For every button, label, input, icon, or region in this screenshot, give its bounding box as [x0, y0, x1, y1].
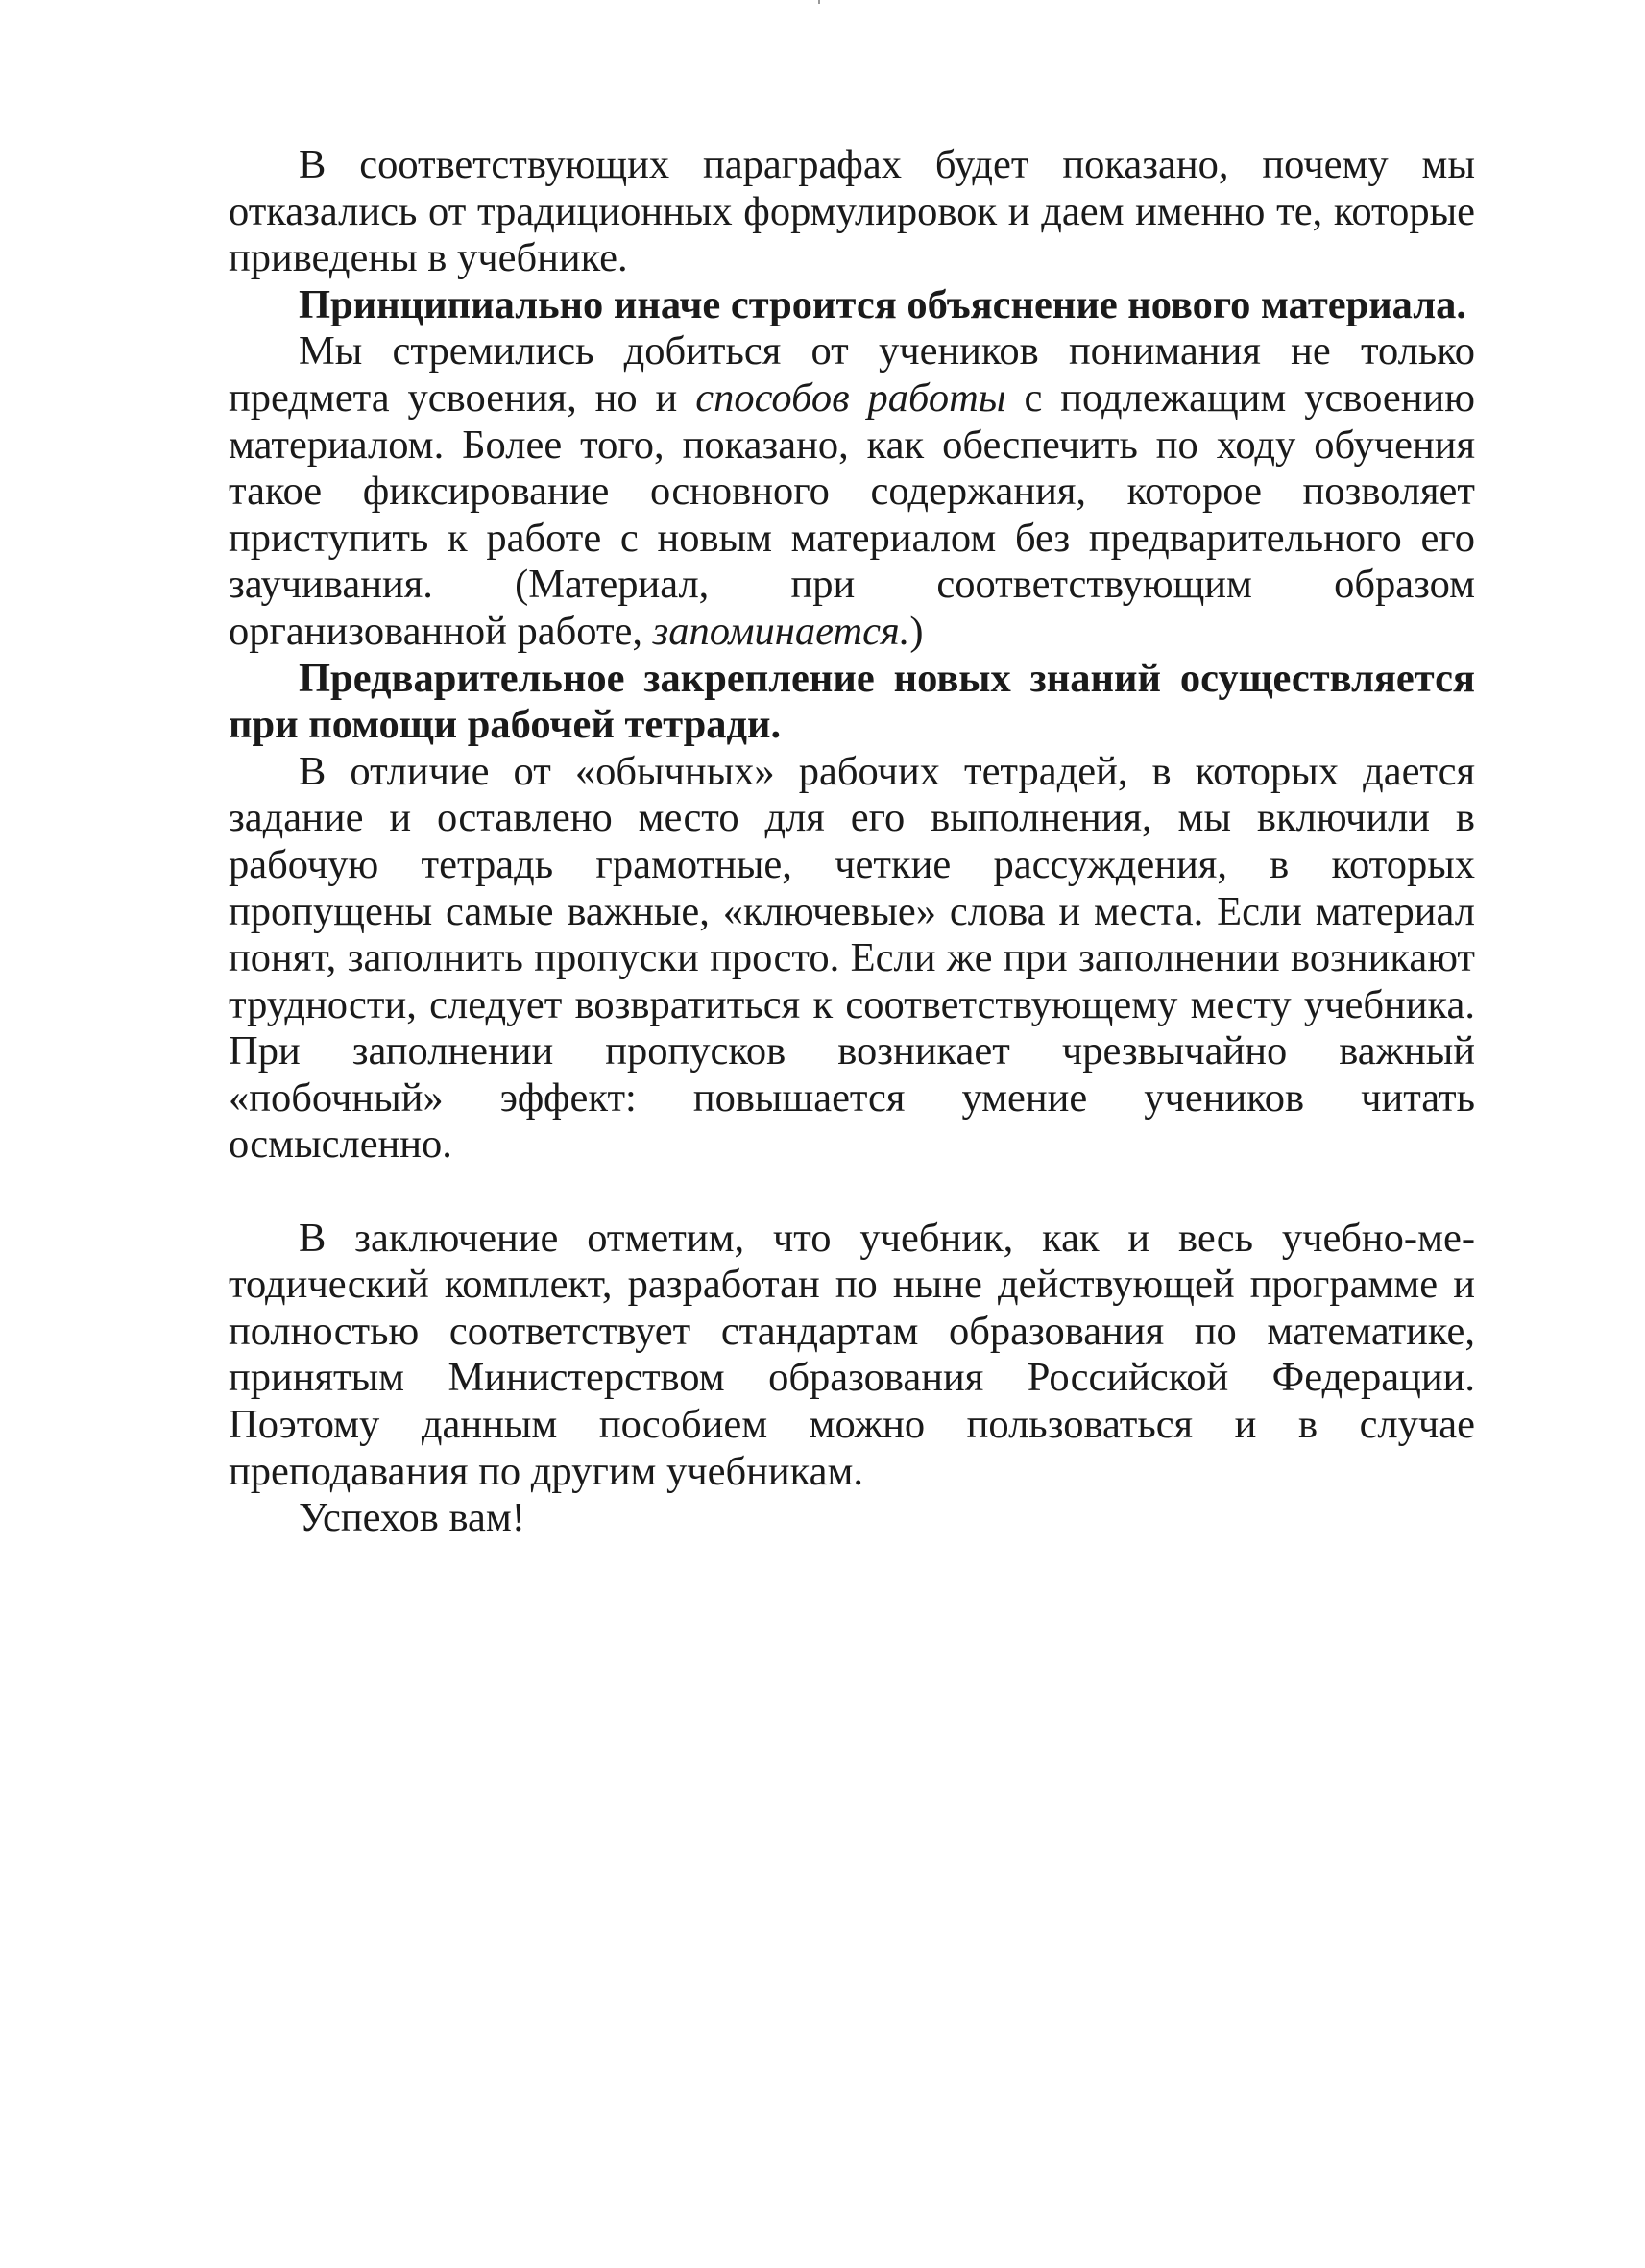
body-text — [229, 142, 1475, 1542]
paragraph-closing: Успехов вам! — [299, 1495, 525, 1541]
paragraph-understanding-part-e: ) — [909, 608, 924, 654]
paragraph-conclusion: В заключение отметим, что учебник, как и весь учебно-методический комплект, разработан по ныне действующей программе и полностью соответствует стандартам образования по математике, принятым Министерством образования Российской Федерации. Поэтому данным пособием можно пользоваться и в случае преподавания по другим учебникам. — [229, 1215, 1475, 1494]
paragraph-understanding-part-c: с подлежащим усвоению материалом. Более того, показано, как обеспечить по ходу обучения такое фиксирование основного содержания, которое позволяет приступить к работе с новым материалом без предварительного его заучивания. (Материал, при соответствующим образом организованной работе, — [229, 374, 1475, 654]
crop-mark — [818, 0, 820, 4]
paragraph-workbook: В отличие от «обычных» рабочих тетрадей, в которых дается задание и оставлено место для его выполнения, мы включили в рабочую тетрадь грамотные, четкие рассуждения, в которых пропущены самые важные, «ключевые» слова и места. Если материал понят, заполнить пропуски просто. Если же при заполнении возникают трудности, следует возвратиться к соответствующему месту учебника. При заполнении пропусков возникает чрезвычайно важный «побочный» эффект: повышается умение учеников читать осмысленно. — [229, 748, 1475, 1168]
heading-new-material: Принципиально иначе строится объяснение нового материала. — [299, 281, 1467, 327]
paragraph-understanding-emphasis-methods: способов работы — [695, 374, 1006, 421]
paragraph-understanding-part-a: Мы стремились добиться от учеников понимания не только предмета усвоения, но и — [229, 328, 1475, 421]
paragraph-understanding — [229, 328, 1475, 655]
paragraph-intro: В соответствующих параграфах будет показано, почему мы отказались от традиционных формулировок и даем именно те, которые приведены в учебнике. — [229, 142, 1475, 281]
paragraph-understanding-emphasis-memorized: запоминается. — [652, 608, 910, 654]
heading-workbook: Предварительное закрепление новых знаний осуществляется при помощи рабочей тетради. — [229, 655, 1475, 748]
